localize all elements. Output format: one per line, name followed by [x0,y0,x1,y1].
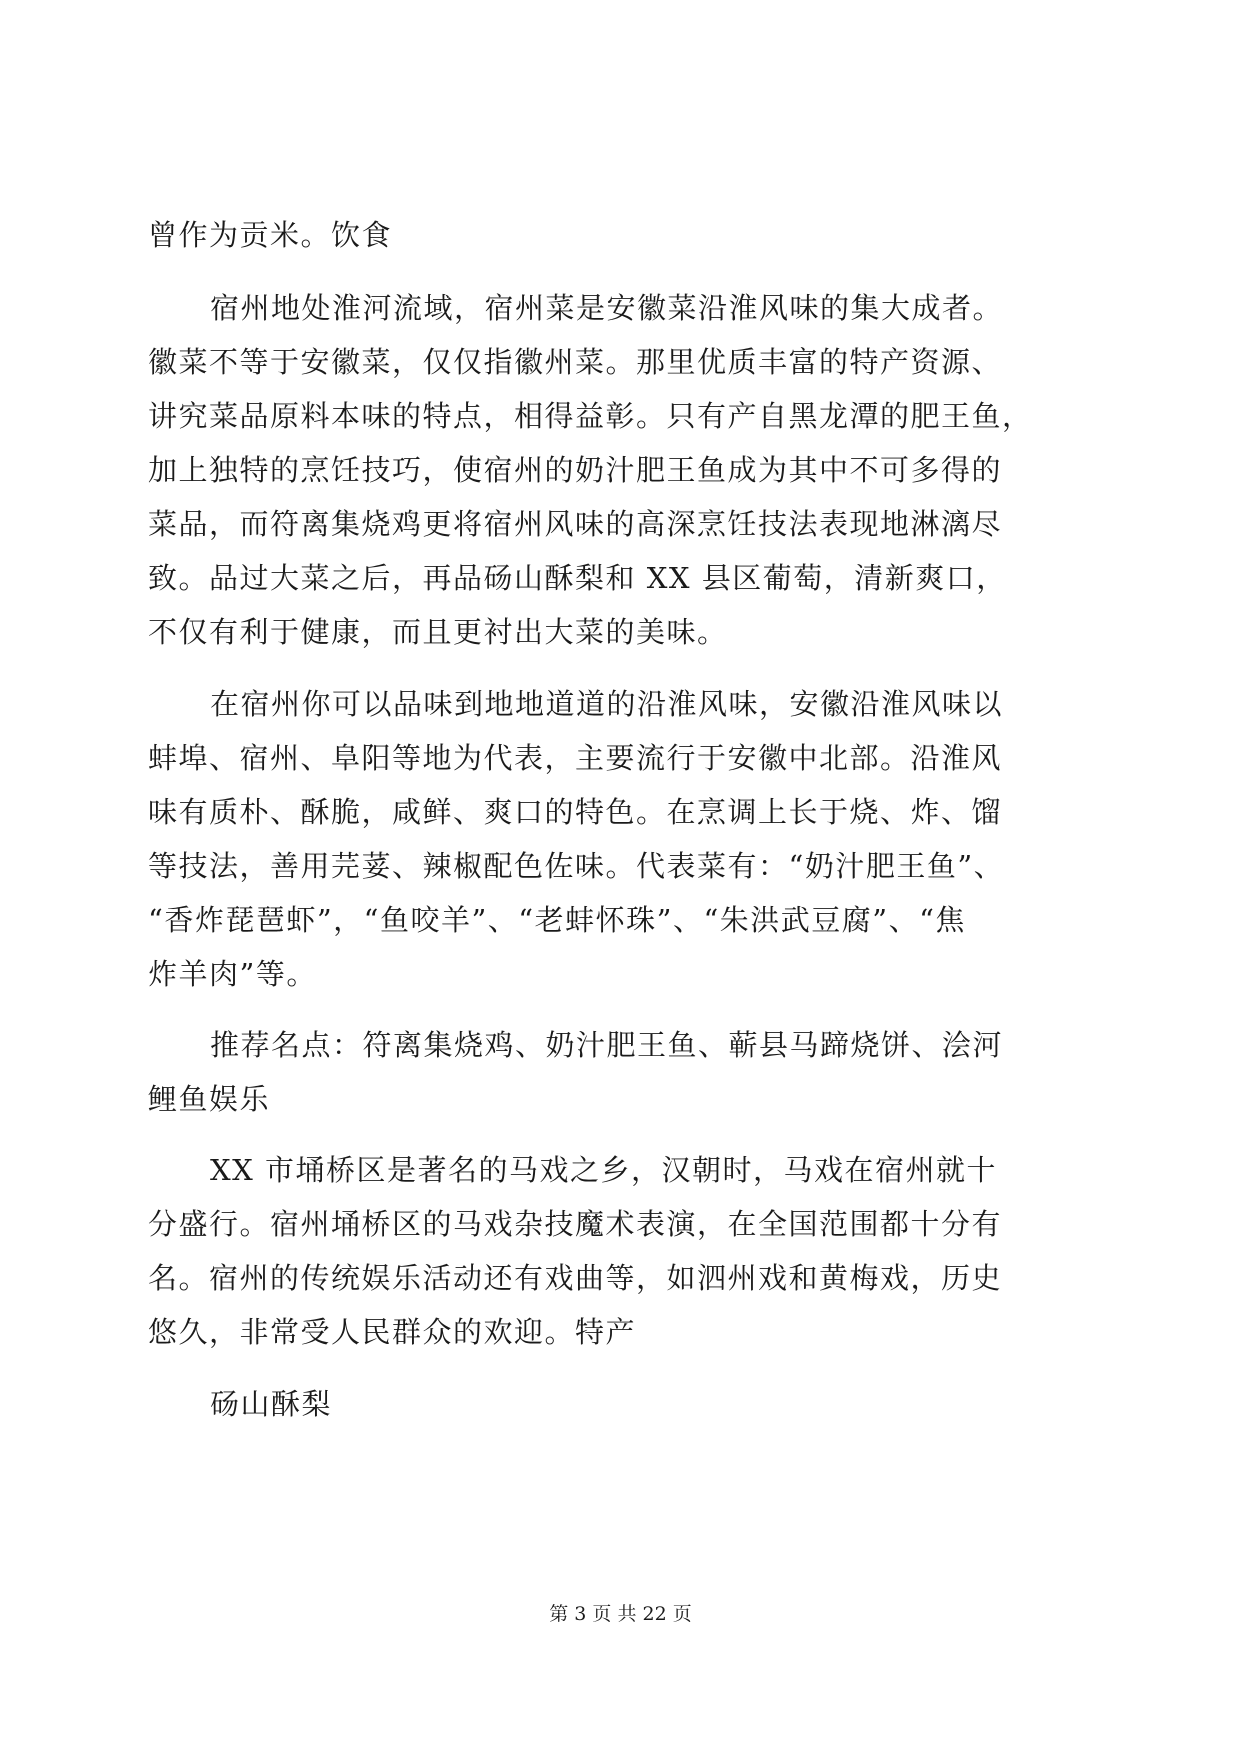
body-text-line: 鲤鱼娱乐 [148,1082,271,1116]
body-text-line: 味有质朴、酥脆，咸鲜、爽口的特色。在烹调上长于烧、炸、馏 [148,795,1003,829]
body-text-line: 炸羊肉”等。 [148,957,317,991]
body-text-line: 砀山酥梨 [210,1387,333,1421]
body-text-line: 等技法，善用芫荽、辣椒配色佐味。代表菜有：“奶汁肥王鱼”、 [148,849,1005,883]
body-text-line: 菜品，而符离集烧鸡更将宿州风味的高深烹饪技法表现地淋漓尽 [148,507,1003,541]
body-text-line: 悠久，非常受人民群众的欢迎。特产 [148,1315,637,1349]
body-text-line: 徽菜不等于安徽菜，仅仅指徽州菜。那里优质丰富的特产资源、 [148,345,1003,379]
body-text-line: 致。品过大菜之后，再品砀山酥梨和 XX 县区葡萄，清新爽口， [148,561,1007,595]
body-text-line: 推荐名点：符离集烧鸡、奶汁肥王鱼、蕲县马蹄烧饼、浍河 [210,1028,1004,1062]
body-text-line: 在宿州你可以品味到地地道道的沿淮风味，安徽沿淮风味以 [210,687,1004,721]
body-text-line: 加上独特的烹饪技巧，使宿州的奶汁肥王鱼成为其中不可多得的 [148,453,1003,487]
body-text-line: 分盛行。宿州埇桥区的马戏杂技魔术表演，在全国范围都十分有 [148,1207,1003,1241]
body-text-line: 名。宿州的传统娱乐活动还有戏曲等，如泗州戏和黄梅戏，历史 [148,1261,1003,1295]
body-text-line: 宿州地处淮河流域，宿州菜是安徽菜沿淮风味的集大成者。 [210,291,1004,325]
body-text-line: 讲究菜品原料本味的特点，相得益彰。只有产自黑龙潭的肥王鱼， [148,399,1033,433]
body-text-line: 曾作为贡米。饮食 [148,218,393,252]
page-number-footer: 第 3 页 共 22 页 [549,1603,692,1625]
body-text-line: 不仅有利于健康，而且更衬出大菜的美味。 [148,615,728,649]
body-text-line: 蚌埠、宿州、阜阳等地为代表，主要流行于安徽中北部。沿淮风 [148,741,1003,775]
body-text-line: XX 市埇桥区是著名的马戏之乡，汉朝时，马戏在宿州就十 [210,1153,998,1187]
body-text-line: “香炸琵琶虾”，“鱼咬羊”、“老蚌怀珠”、“朱洪武豆腐”、“焦 [148,903,966,937]
